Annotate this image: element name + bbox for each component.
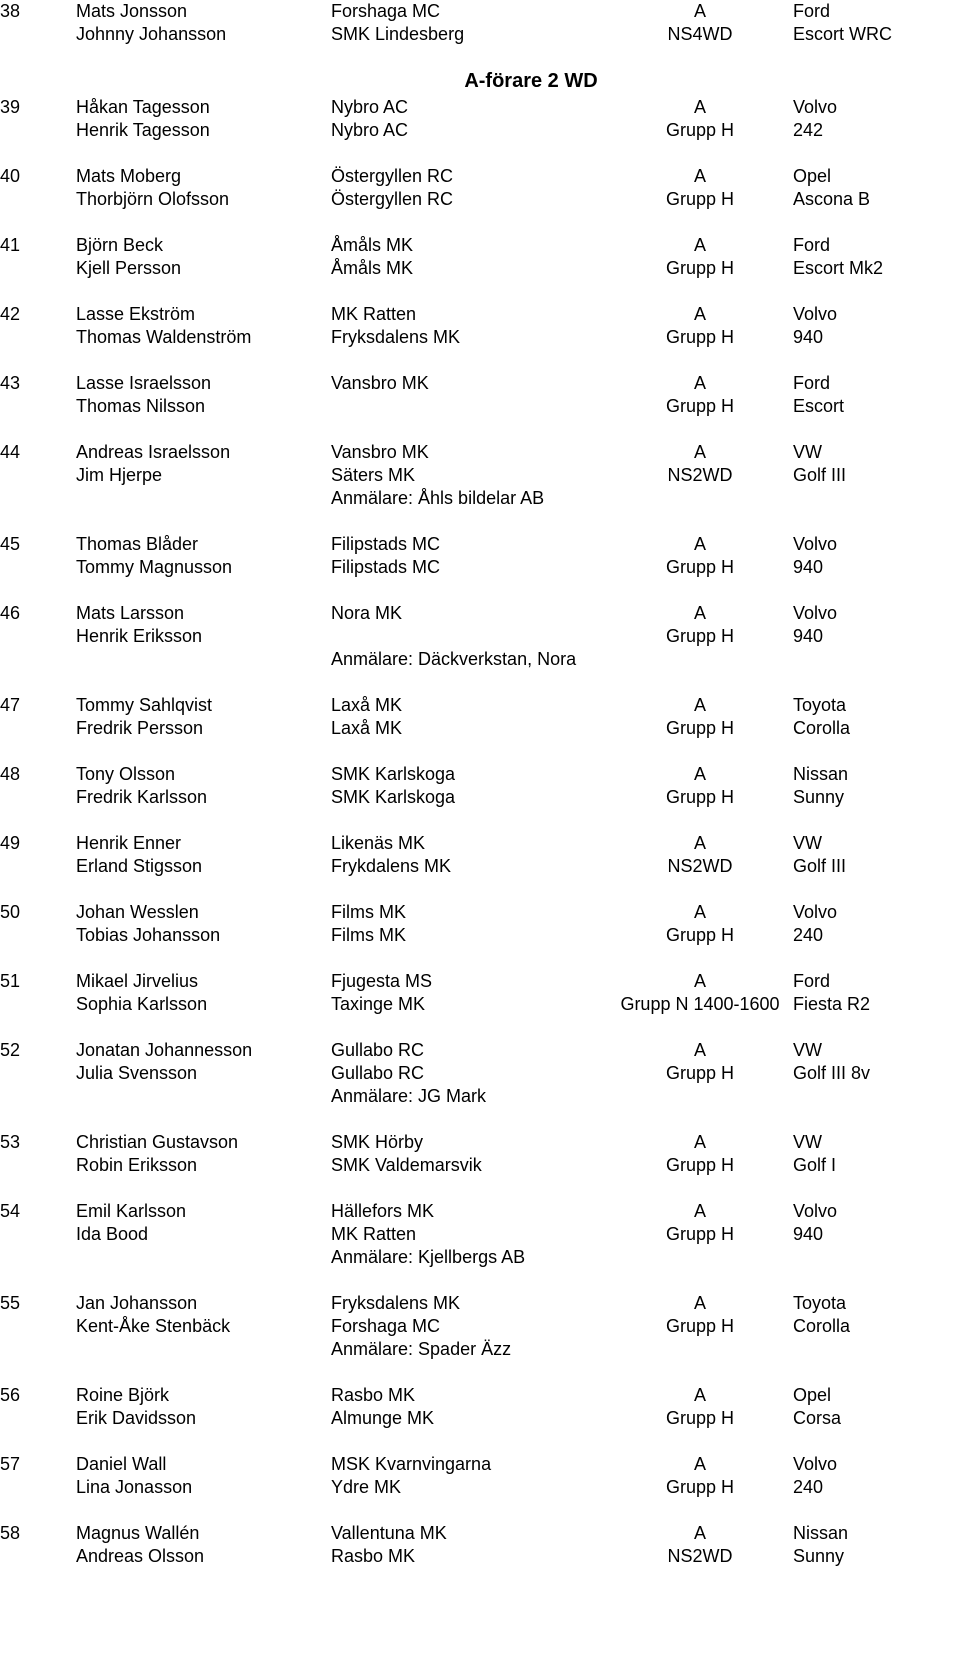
crew-row	[0, 1476, 960, 1499]
crew-name: Thorbjörn Olofsson	[76, 189, 230, 209]
club-name: Almunge MK	[331, 1408, 435, 1428]
crew-row	[0, 326, 960, 349]
entrant-row	[0, 1338, 960, 1361]
crew-row	[0, 832, 960, 855]
car-name: Escort WRC	[793, 24, 892, 44]
club-name: Rasbo MK	[331, 1385, 416, 1405]
crew-row	[0, 1062, 960, 1085]
start-number: 47	[0, 695, 21, 715]
class-name: A	[693, 304, 706, 324]
club-name: Filipstads MC	[331, 534, 441, 554]
club-name: Likenäs MK	[331, 833, 426, 853]
crew-row	[0, 395, 960, 418]
crew-row	[0, 303, 960, 326]
car-name: Volvo	[793, 97, 838, 117]
class-name: A	[693, 902, 706, 922]
club-name: MK Ratten	[331, 1224, 417, 1244]
start-number: 39	[0, 97, 21, 117]
class-name: A	[693, 97, 706, 117]
car-name: Ford	[793, 1, 831, 21]
crew-name: Ida Bood	[76, 1224, 149, 1244]
crew-name: Lasse Ekström	[76, 304, 196, 324]
class-name: Grupp H	[665, 557, 735, 577]
car-name: Ford	[793, 971, 831, 991]
car-name: Volvo	[793, 902, 838, 922]
crew-row	[0, 1522, 960, 1545]
crew-row	[0, 763, 960, 786]
club-name: Films MK	[331, 925, 406, 945]
class-name: A	[693, 695, 706, 715]
start-number: 56	[0, 1385, 21, 1405]
start-number: 55	[0, 1293, 21, 1313]
class-name: NS2WD	[667, 856, 733, 876]
club-name: Forshaga MC	[331, 1, 441, 21]
crew-row	[0, 464, 960, 487]
club-name: Vansbro MK	[331, 442, 429, 462]
car-name: 940	[793, 1224, 824, 1244]
entrant-name: Anmälare: JG Mark	[331, 1086, 487, 1106]
crew-name: Thomas Blåder	[76, 534, 199, 554]
section-heading: A-förare 2 WD	[464, 70, 598, 92]
start-number: 46	[0, 603, 21, 623]
crew-name: Mikael Jirvelius	[76, 971, 199, 991]
start-number: 49	[0, 833, 21, 853]
entrant-name: Anmälare: Åhls bildelar AB	[331, 488, 545, 508]
crew-row	[0, 1200, 960, 1223]
crew-row	[0, 694, 960, 717]
club-name: Fjugesta MS	[331, 971, 433, 991]
club-name: SMK Karlskoga	[331, 787, 456, 807]
car-name: 242	[793, 120, 824, 140]
car-name: Volvo	[793, 603, 838, 623]
class-name: Grupp H	[665, 396, 735, 416]
car-name: Opel	[793, 166, 832, 186]
car-name: Golf III 8v	[793, 1063, 871, 1083]
class-name: A	[693, 235, 706, 255]
car-name: VW	[793, 442, 822, 462]
crew-row	[0, 188, 960, 211]
car-name: Golf III	[793, 465, 847, 485]
class-name: A	[693, 442, 706, 462]
class-name: A	[693, 1293, 706, 1313]
car-name: Nissan	[793, 1523, 849, 1543]
class-name: Grupp H	[665, 258, 735, 278]
club-name: Vallentuna MK	[331, 1523, 447, 1543]
club-name: SMK Valdemarsvik	[331, 1155, 482, 1175]
crew-row	[0, 1545, 960, 1568]
car-name: 940	[793, 327, 824, 347]
club-name: SMK Karlskoga	[331, 764, 456, 784]
car-name: Sunny	[793, 1546, 845, 1566]
car-name: Escort	[793, 396, 845, 416]
crew-name: Lasse Israelsson	[76, 373, 212, 393]
crew-name: Erik Davidsson	[76, 1408, 197, 1428]
crew-name: Jim Hjerpe	[76, 465, 163, 485]
class-name: NS2WD	[667, 465, 733, 485]
entrant-row	[0, 1246, 960, 1269]
crew-name: Andreas Olsson	[76, 1546, 205, 1566]
club-name: SMK Hörby	[331, 1132, 424, 1152]
crew-name: Thomas Nilsson	[76, 396, 206, 416]
crew-row	[0, 602, 960, 625]
class-name: Grupp H	[665, 718, 735, 738]
car-name: Ford	[793, 373, 831, 393]
club-name: MK Ratten	[331, 304, 417, 324]
club-name: Films MK	[331, 902, 406, 922]
crew-row	[0, 901, 960, 924]
class-name: Grupp H	[665, 1316, 735, 1336]
club-name: Fryksdalens MK	[331, 1293, 461, 1313]
class-name: Grupp H	[665, 1408, 735, 1428]
club-name: Åmåls MK	[331, 258, 414, 278]
crew-row	[0, 23, 960, 46]
club-name: Nora MK	[331, 603, 403, 623]
crew-row	[0, 165, 960, 188]
crew-row	[0, 993, 960, 1016]
class-name: A	[693, 1, 706, 21]
club-name: Taxinge MK	[331, 994, 426, 1014]
club-name: Östergyllen RC	[331, 166, 454, 186]
entrant-row	[0, 487, 960, 510]
crew-name: Kent-Åke Stenbäck	[76, 1316, 231, 1336]
car-name: Ford	[793, 235, 831, 255]
crew-row	[0, 1384, 960, 1407]
class-name: Grupp H	[665, 327, 735, 347]
entrant-name: Anmälare: Spader Äzz	[331, 1339, 512, 1359]
club-name: MSK Kvarnvingarna	[331, 1454, 492, 1474]
crew-row	[0, 0, 960, 23]
club-name: Östergyllen RC	[331, 189, 454, 209]
crew-row	[0, 533, 960, 556]
club-name: Frykdalens MK	[331, 856, 452, 876]
crew-row	[0, 1407, 960, 1430]
crew-row	[0, 1154, 960, 1177]
crew-name: Fredrik Karlsson	[76, 787, 208, 807]
club-name: Laxå MK	[331, 718, 403, 738]
class-name: Grupp H	[665, 189, 735, 209]
crew-row	[0, 1453, 960, 1476]
crew-name: Björn Beck	[76, 235, 164, 255]
start-number: 52	[0, 1040, 21, 1060]
crew-name: Henrik Tagesson	[76, 120, 210, 140]
crew-row	[0, 625, 960, 648]
car-name: Volvo	[793, 1454, 838, 1474]
car-name: 940	[793, 626, 824, 646]
car-name: Corolla	[793, 718, 851, 738]
start-number: 51	[0, 971, 21, 991]
class-name: A	[693, 1132, 706, 1152]
car-name: VW	[793, 1040, 822, 1060]
car-name: Escort Mk2	[793, 258, 884, 278]
car-name: 240	[793, 1477, 824, 1497]
crew-name: Fredrik Persson	[76, 718, 204, 738]
crew-row	[0, 96, 960, 119]
start-number: 43	[0, 373, 21, 393]
car-name: Sunny	[793, 787, 845, 807]
class-name: NS2WD	[667, 1546, 733, 1566]
crew-row	[0, 717, 960, 740]
crew-name: Henrik Enner	[76, 833, 182, 853]
class-name: A	[693, 1201, 706, 1221]
entrant-row	[0, 1085, 960, 1108]
crew-name: Kjell Persson	[76, 258, 182, 278]
car-name: Ascona B	[793, 189, 871, 209]
class-name: NS4WD	[667, 24, 733, 44]
crew-name: Thomas Waldenström	[76, 327, 252, 347]
crew-name: Mats Jonsson	[76, 1, 188, 21]
car-name: VW	[793, 1132, 822, 1152]
class-name: Grupp H	[665, 626, 735, 646]
crew-row	[0, 1315, 960, 1338]
entrant-name: Anmälare: Kjellbergs AB	[331, 1247, 526, 1267]
crew-row	[0, 970, 960, 993]
class-name: A	[693, 166, 706, 186]
crew-name: Jonatan Johannesson	[76, 1040, 253, 1060]
class-name: A	[693, 971, 706, 991]
crew-name: Roine Björk	[76, 1385, 170, 1405]
entrant-name: Anmälare: Däckverkstan, Nora	[331, 649, 577, 669]
start-number: 58	[0, 1523, 21, 1543]
car-name: Volvo	[793, 1201, 838, 1221]
class-name: Grupp H	[665, 1155, 735, 1175]
class-name: Grupp H	[665, 925, 735, 945]
class-name: Grupp H	[665, 787, 735, 807]
car-name: Opel	[793, 1385, 832, 1405]
crew-row	[0, 257, 960, 280]
start-number: 40	[0, 166, 21, 186]
car-name: VW	[793, 833, 822, 853]
crew-name: Håkan Tagesson	[76, 97, 210, 117]
crew-row	[0, 855, 960, 878]
car-name: Corsa	[793, 1408, 842, 1428]
crew-name: Jan Johansson	[76, 1293, 198, 1313]
crew-row	[0, 234, 960, 257]
crew-row	[0, 119, 960, 142]
start-number: 54	[0, 1201, 21, 1221]
class-name: Grupp H	[665, 1477, 735, 1497]
class-name: A	[693, 1385, 706, 1405]
start-number: 50	[0, 902, 21, 922]
car-name: Nissan	[793, 764, 849, 784]
car-name: 940	[793, 557, 824, 577]
crew-row	[0, 1223, 960, 1246]
crew-name: Mats Larsson	[76, 603, 185, 623]
club-name: Ydre MK	[331, 1477, 402, 1497]
class-name: A	[693, 1523, 706, 1543]
crew-name: Daniel Wall	[76, 1454, 167, 1474]
crew-name: Johan Wesslen	[76, 902, 199, 922]
crew-row	[0, 1292, 960, 1315]
club-name: Nybro AC	[331, 97, 409, 117]
entrant-row	[0, 648, 960, 671]
crew-name: Magnus Wallén	[76, 1523, 200, 1543]
club-name: Vansbro MK	[331, 373, 429, 393]
crew-name: Tommy Sahlqvist	[76, 695, 213, 715]
crew-name: Sophia Karlsson	[76, 994, 208, 1014]
start-number: 41	[0, 235, 21, 255]
club-name: Åmåls MK	[331, 235, 414, 255]
club-name: Gullabo RC	[331, 1063, 425, 1083]
class-name: A	[693, 833, 706, 853]
club-name: Gullabo RC	[331, 1040, 425, 1060]
class-name: Grupp H	[665, 120, 735, 140]
crew-row	[0, 786, 960, 809]
car-name: 240	[793, 925, 824, 945]
crew-name: Tony Olsson	[76, 764, 176, 784]
class-name: A	[693, 534, 706, 554]
club-name: Filipstads MC	[331, 557, 441, 577]
crew-name: Emil Karlsson	[76, 1201, 187, 1221]
club-name: Säters MK	[331, 465, 416, 485]
class-name: A	[693, 603, 706, 623]
start-number: 45	[0, 534, 21, 554]
crew-name: Mats Moberg	[76, 166, 182, 186]
car-name: Corolla	[793, 1316, 851, 1336]
start-number: 38	[0, 1, 21, 21]
car-name: Fiesta R2	[793, 994, 871, 1014]
crew-row	[0, 1039, 960, 1062]
car-name: Volvo	[793, 304, 838, 324]
class-name: Grupp N 1400-1600	[620, 994, 780, 1014]
crew-row	[0, 556, 960, 579]
club-name: Fryksdalens MK	[331, 327, 461, 347]
club-name: Forshaga MC	[331, 1316, 441, 1336]
car-name: Toyota	[793, 1293, 847, 1313]
class-name: A	[693, 1454, 706, 1474]
crew-name: Henrik Eriksson	[76, 626, 203, 646]
club-name: Hällefors MK	[331, 1201, 435, 1221]
crew-name: Lina Jonasson	[76, 1477, 193, 1497]
car-name: Toyota	[793, 695, 847, 715]
car-name: Golf I	[793, 1155, 837, 1175]
crew-name: Tobias Johansson	[76, 925, 221, 945]
start-number: 53	[0, 1132, 21, 1152]
club-name: Nybro AC	[331, 120, 409, 140]
car-name: Golf III	[793, 856, 847, 876]
class-name: A	[693, 1040, 706, 1060]
crew-name: Andreas Israelsson	[76, 442, 231, 462]
crew-row	[0, 924, 960, 947]
crew-name: Tommy Magnusson	[76, 557, 233, 577]
club-name: Laxå MK	[331, 695, 403, 715]
crew-name: Christian Gustavson	[76, 1132, 239, 1152]
class-name: A	[693, 764, 706, 784]
crew-name: Robin Eriksson	[76, 1155, 198, 1175]
club-name: Rasbo MK	[331, 1546, 416, 1566]
start-number: 42	[0, 304, 21, 324]
start-number: 57	[0, 1454, 21, 1474]
crew-name: Julia Svensson	[76, 1063, 198, 1083]
crew-name: Johnny Johansson	[76, 24, 227, 44]
crew-row	[0, 441, 960, 464]
car-name: Volvo	[793, 534, 838, 554]
crew-name: Erland Stigsson	[76, 856, 203, 876]
class-name: Grupp H	[665, 1063, 735, 1083]
crew-row	[0, 372, 960, 395]
class-name: A	[693, 373, 706, 393]
crew-row	[0, 1131, 960, 1154]
start-number: 48	[0, 764, 21, 784]
class-name: Grupp H	[665, 1224, 735, 1244]
club-name: SMK Lindesberg	[331, 24, 465, 44]
start-number: 44	[0, 442, 21, 462]
